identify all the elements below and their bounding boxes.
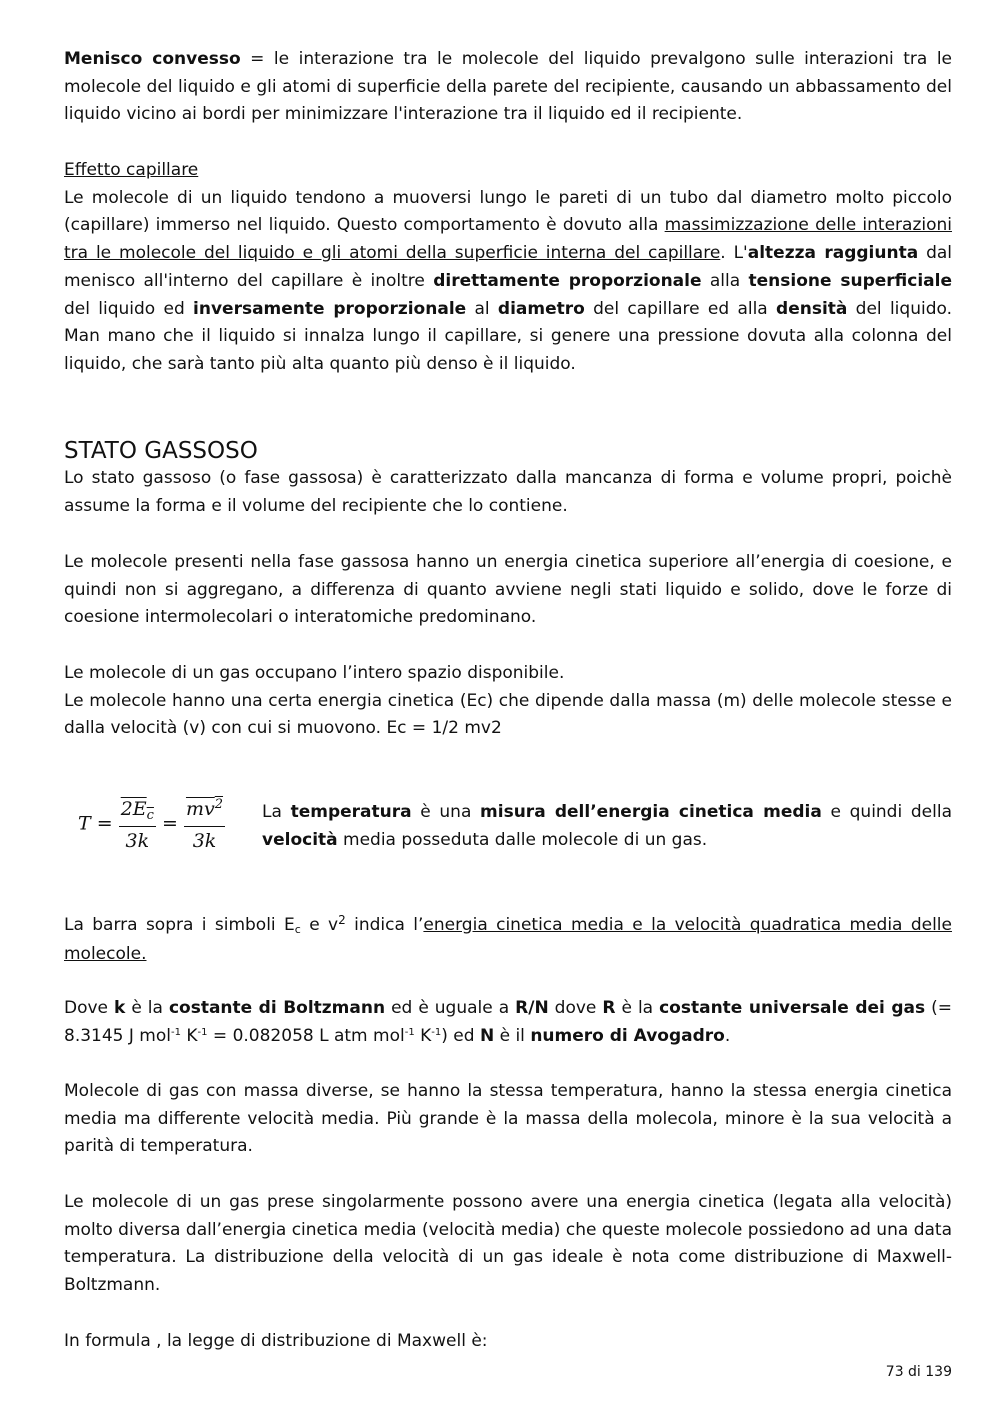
capillare-bold: altezza raggiunta	[747, 243, 919, 264]
barra-underline: energia cinetica media e la velocità quadratica media delle molecole.	[64, 915, 952, 964]
energia-paragraph-wrap	[64, 549, 952, 632]
spazio-paragraph-2: Le molecole hanno una certa energia cinetica (Ec) che dipende dalla massa (m) delle molecole stesse e dalla velocità (v) con cui si muovono. Ec = 1/2 mv2	[64, 690, 952, 739]
formula-lhs: T	[78, 812, 91, 835]
intro-paragraph: Lo stato gassoso (o fase gassosa) è caratterizzato dalla mancanza di forma e volume propri, poichè assume la forma e il volume del recipiente che lo contiene.	[64, 468, 952, 516]
capillare-bold: diametro	[497, 298, 585, 319]
dove-text: dove	[548, 998, 603, 1018]
energia-paragraph: Le molecole presenti nella fase gassosa hanno un energia cinetica superiore all’energia di coesione, e quindi non si aggregano, a differenza di quanto avviene negli stati liquido e solido, dove le forze di coesione intermolecolari o interatomiche predominano.	[64, 552, 952, 628]
dove-text: .	[724, 1025, 731, 1046]
capillare-text: al	[466, 298, 498, 319]
temp-text: La	[262, 802, 291, 822]
dove-bold: costante universale dei gas	[659, 998, 926, 1018]
dove-text: (= 8.3145 J mol	[64, 998, 953, 1046]
dove-bold: costante di Boltzmann	[168, 998, 386, 1018]
dove-exponent: -1	[197, 1026, 208, 1038]
temperature-formula	[78, 796, 248, 853]
menisco-text: = le interazione tra le molecole del liquido prevalgono sulle interazioni tra le molecole del liquido e gli atomi di superficie della parete del recipiente, causando un abbassamento del liquido vicino ai bordi per minimizzare l'interazione tra il liquido ed il recipiente.	[64, 49, 953, 125]
temp-bold: velocità	[262, 829, 338, 850]
capillare-text: dal menisco all'interno del capillare è inoltre	[64, 243, 953, 291]
dove-text: = 0.082058 L atm mol	[207, 1025, 405, 1046]
spazio-paragraphs	[64, 660, 952, 743]
formula-superscript: 2	[214, 797, 224, 812]
massa-paragraph: Molecole di gas con massa diverse, se hanno la stessa temperatura, hanno la stessa energia cinetica media ma differente velocità media. Più grande è la massa della molecola, minore è la sua velocità a parità di temperatura.	[64, 1081, 952, 1157]
effetto-capillare-block	[64, 157, 952, 379]
dove-bold: R/N	[515, 998, 549, 1018]
dove-text: K	[414, 1025, 432, 1046]
formula-fraction-1	[119, 796, 156, 853]
dove-exponent: -1	[171, 1026, 181, 1038]
dove-exponent: -1	[404, 1026, 415, 1038]
dove-bold: k	[114, 998, 126, 1018]
distribuzione-paragraph-wrap	[64, 1189, 952, 1300]
dove-text: K	[180, 1025, 198, 1046]
capillare-text: del capillare ed alla	[584, 298, 777, 319]
capillare-underline: massimizzazione delle interazioni tra le molecole del liquido e gli atomi della superficie interna del capillare	[64, 215, 952, 264]
formula-fraction-2	[184, 796, 225, 853]
dove-text: ) ed	[441, 1025, 480, 1046]
formula-equals: =	[162, 812, 178, 835]
barra-text: La barra sopra i simboli E	[64, 915, 295, 935]
formula-intro-paragraph: In formula , la legge di distribuzione di Maxwell è:	[64, 1331, 488, 1351]
dove-text: è la	[615, 998, 660, 1018]
capillare-bold: densità	[776, 298, 848, 319]
page-number: 73 di 139	[885, 1364, 952, 1380]
dove-paragraph	[64, 995, 952, 1052]
barra-text: indica l’	[345, 915, 424, 935]
temp-bold: temperatura	[290, 802, 412, 822]
section-title: STATO GASSOSO	[64, 438, 258, 464]
barra-superscript: 2	[338, 913, 346, 927]
formula-denominator-1: 3k	[125, 830, 150, 852]
stato-gassoso-section	[64, 437, 952, 520]
barra-text: e v	[300, 915, 339, 935]
dove-bold: R	[602, 998, 616, 1018]
formula-numerator-1: 2E	[120, 798, 147, 820]
distribuzione-paragraph: Le molecole di un gas prese singolarmente possono avere una energia cinetica (legata alla velocità) molto diversa dall’energia cinetica media (velocità media) che queste molecole possiedono ad una data temperatura. La distribuzione della velocità di un gas ideale è nota come distribuzione di Maxwell-Boltzmann.	[64, 1192, 952, 1296]
dove-text: è il	[494, 1025, 531, 1046]
barra-subscript: c	[294, 923, 301, 936]
capillare-heading: Effetto capillare	[64, 160, 199, 180]
temp-text: e quindi della	[821, 802, 952, 822]
capillare-text: del liquido. Man mano che il liquido si innalza lungo il capillare, si genere una pressione dovuta alla colonna del liquido, che sarà tanto più alta quanto più denso è il liquido.	[64, 298, 952, 374]
capillare-text: . L'	[720, 243, 748, 264]
capillare-bold: inversamente proporzionale	[193, 298, 467, 319]
capillare-text: alla	[701, 270, 749, 291]
formula-numerator-2: mv	[185, 798, 215, 820]
massa-paragraph-wrap	[64, 1078, 952, 1161]
menisco-paragraph	[64, 46, 952, 129]
temperatura-paragraph	[262, 799, 952, 854]
formula-subscript: c	[146, 808, 154, 823]
dove-text: Dove	[64, 998, 115, 1018]
dove-exponent: -1	[431, 1026, 442, 1038]
capillare-bold: direttamente proporzionale	[433, 270, 702, 291]
temp-text: è una	[411, 802, 481, 822]
temp-bold: misura dell’energia cinetica media	[480, 802, 822, 822]
capillare-bold: tensione superficiale	[748, 270, 952, 291]
barra-paragraph	[64, 912, 952, 968]
formula-intro-wrap	[64, 1328, 952, 1356]
dove-text: ed è uguale a	[385, 998, 516, 1018]
menisco-term: Menisco convesso	[64, 49, 241, 69]
dove-text: è la	[125, 998, 169, 1018]
capillare-text: Le molecole di un liquido tendono a muoversi lungo le pareti di un tubo dal diametro molto piccolo (capillare) immerso nel liquido. Questo comportamento è dovuto alla	[64, 187, 952, 236]
dove-bold: N	[479, 1025, 495, 1046]
capillare-text: del liquido ed	[64, 298, 194, 319]
formula-denominator-2: 3k	[192, 830, 217, 852]
formula-equals: =	[96, 812, 113, 835]
temp-text: media posseduta dalle molecole di un gas.	[337, 829, 708, 850]
dove-bold: numero di Avogadro	[530, 1025, 725, 1046]
spazio-paragraph-1: Le molecole di un gas occupano l’intero spazio disponibile.	[64, 663, 565, 683]
